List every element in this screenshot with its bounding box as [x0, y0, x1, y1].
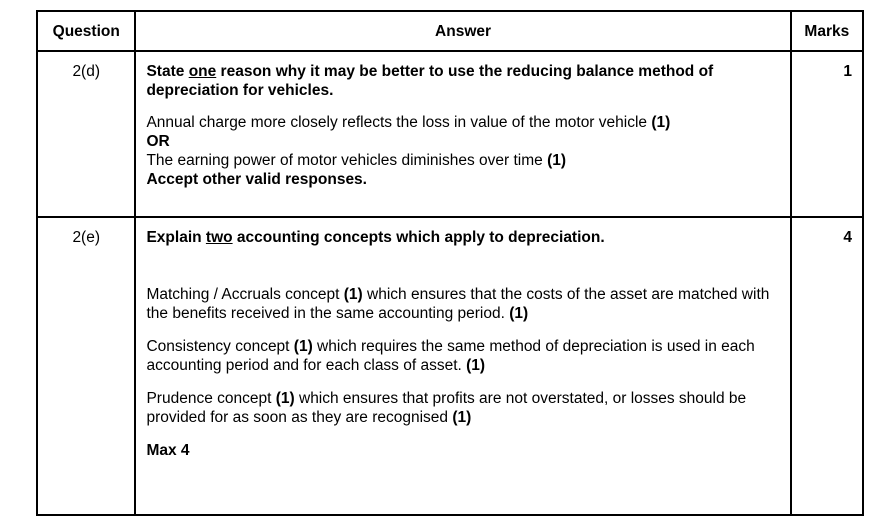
- mark-scheme-table: [36, 10, 864, 516]
- answer-cell: [135, 217, 790, 515]
- answer-paragraph: Matching / Accruals concept (1) which ensures that the costs of the asset are matched with the benefits received in the same accounting period. (1): [146, 286, 770, 322]
- question-header: Question: [37, 11, 135, 51]
- question-prompt: Explain two accounting concepts which apply to depreciation.: [146, 229, 605, 246]
- table-row: [37, 217, 863, 515]
- answer-line: The earning power of motor vehicles diminishes over time (1): [146, 152, 567, 169]
- marks-header: Marks: [791, 11, 863, 51]
- question-number: 2(d): [37, 51, 135, 217]
- answer-paragraph: Consistency concept (1) which requires the same method of depreciation is used in each accounting period and for each class of asset. (1): [146, 338, 755, 374]
- or-label: OR: [146, 133, 170, 150]
- answer-paragraph: Prudence concept (1) which ensures that profits are not overstated, or losses should be provided for as soon as they are recognised (1): [146, 390, 747, 426]
- table-row: [37, 51, 863, 217]
- answer-line: Annual charge more closely reflects the loss in value of the motor vehicle (1): [146, 114, 671, 131]
- accept-note: Accept other valid responses.: [146, 171, 367, 188]
- marks-value: 1: [791, 51, 863, 217]
- marks-value: 4: [791, 217, 863, 515]
- question-number: 2(e): [37, 217, 135, 515]
- question-prompt: State one reason why it may be better to use the reducing balance method of depreciation for vehicles.: [146, 63, 714, 99]
- answer-cell: [135, 51, 790, 217]
- max-marks-note: Max 4: [146, 442, 190, 459]
- answer-header: Answer: [135, 11, 790, 51]
- header-row: [37, 11, 863, 51]
